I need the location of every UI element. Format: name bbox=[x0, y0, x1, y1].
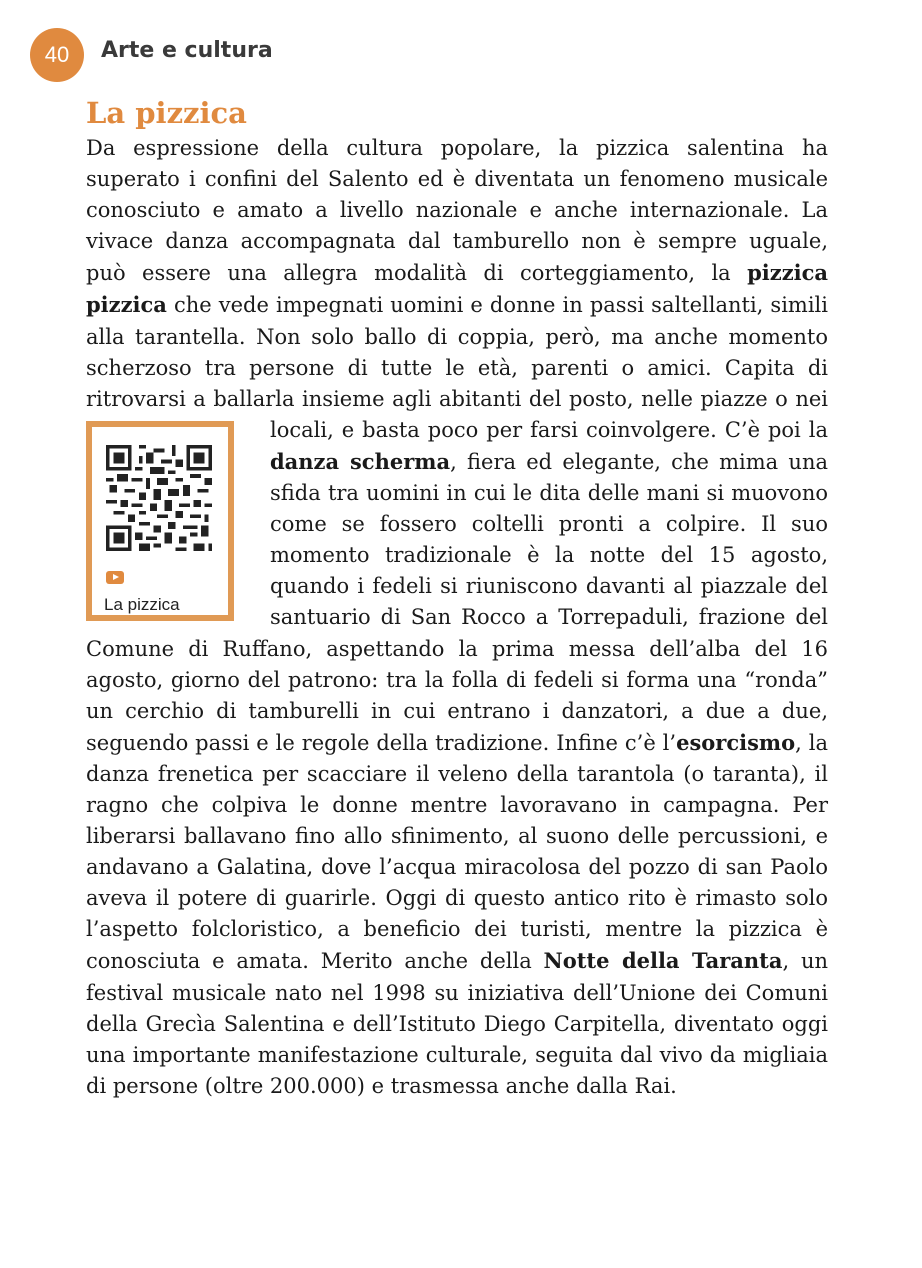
play-video-icon bbox=[106, 571, 124, 584]
bold-term: Notte della Taranta bbox=[543, 948, 783, 974]
bold-term: pizzica pizzica bbox=[86, 260, 828, 318]
bold-term: danza scherma bbox=[270, 448, 451, 474]
paragraph-segment: Da espressione della cultura popolare, la pizzica salentina ha superato i confini del Salento ed è diventata un fenomeno musicale conosciuto e amato a livello nazionale e anche internazionale. La vivace danza accompagnata dal tamburello non è sempre uguale, può essere una allegra modalità di corteggiamento, la bbox=[86, 136, 828, 286]
paragraph-segment: , la danza frenetica per scacciare il veleno della tarantola (o taranta), il ragno che colpiva le donne mentre lavoravano in campagna. Per liberarsi ballavano fino allo sfinimento, al suono delle percussioni, e andavano a Galatina, dove l’acqua miracolosa del pozzo di san Paolo aveva il potere di guarirle. Oggi di questo antico rito è rimasto solo l’aspetto folcloristico, a beneficio dei turisti, mentre la pizzica è conosciuta e amata. Merito anche della bbox=[86, 730, 829, 974]
section-title: Arte e cultura bbox=[101, 38, 273, 63]
paragraph-segment: , fiera ed elegante, che mima una sfida tra uomini in cui le dita delle mani si muovono come se fossero coltelli pronti a colpire. Il suo momento tradizionale è la notte del 15 agosto, quando i fedeli si riuniscono davanti al piazzale del santuario di San Rocco a Torrepaduli, frazione del Comune di Ruffano, aspettando la prima messa dell’alba del 16 agosto, giorno del patrono: tra la folla di fedeli si forma una “ronda” un cerchio di tamburelli in cui entrano i danzatori, a due a due, seguendo passi e le regole della tradizione. Infine c’è l’ bbox=[86, 449, 828, 755]
paragraph-segment: , un festival musicale nato nel 1998 su iniziativa dell’Unione dei Comuni della Grecìa Salentina e dell’Istituto Diego Carpitella, diventato oggi una importante manifestazione culturale, seguita dal vivo da migliaia di persone (oltre 200.000) e trasmessa anche dalla Rai. bbox=[86, 949, 829, 1098]
bold-term: esorcismo bbox=[676, 729, 796, 755]
article-title: La pizzica bbox=[86, 96, 247, 130]
qr-code-box[interactable] bbox=[86, 421, 234, 621]
qr-code-icon[interactable] bbox=[106, 445, 212, 551]
article-body bbox=[86, 133, 828, 1102]
qr-label: La pizzica bbox=[104, 594, 180, 614]
paragraph-segment: che vede impegnati uomini e donne in passi saltellanti, simili alla tarantella. Non solo ballo di coppia, però, ma anche momento scherzoso tra persone di tutte le età, parenti o amici. Capita di ritrovarsi a ballarla insieme agli abitanti del posto, nelle piazze o nei locali, e basta poco per farsi coinvolgere. C’è poi la bbox=[86, 293, 828, 442]
page-number-badge: 40 bbox=[30, 28, 84, 82]
